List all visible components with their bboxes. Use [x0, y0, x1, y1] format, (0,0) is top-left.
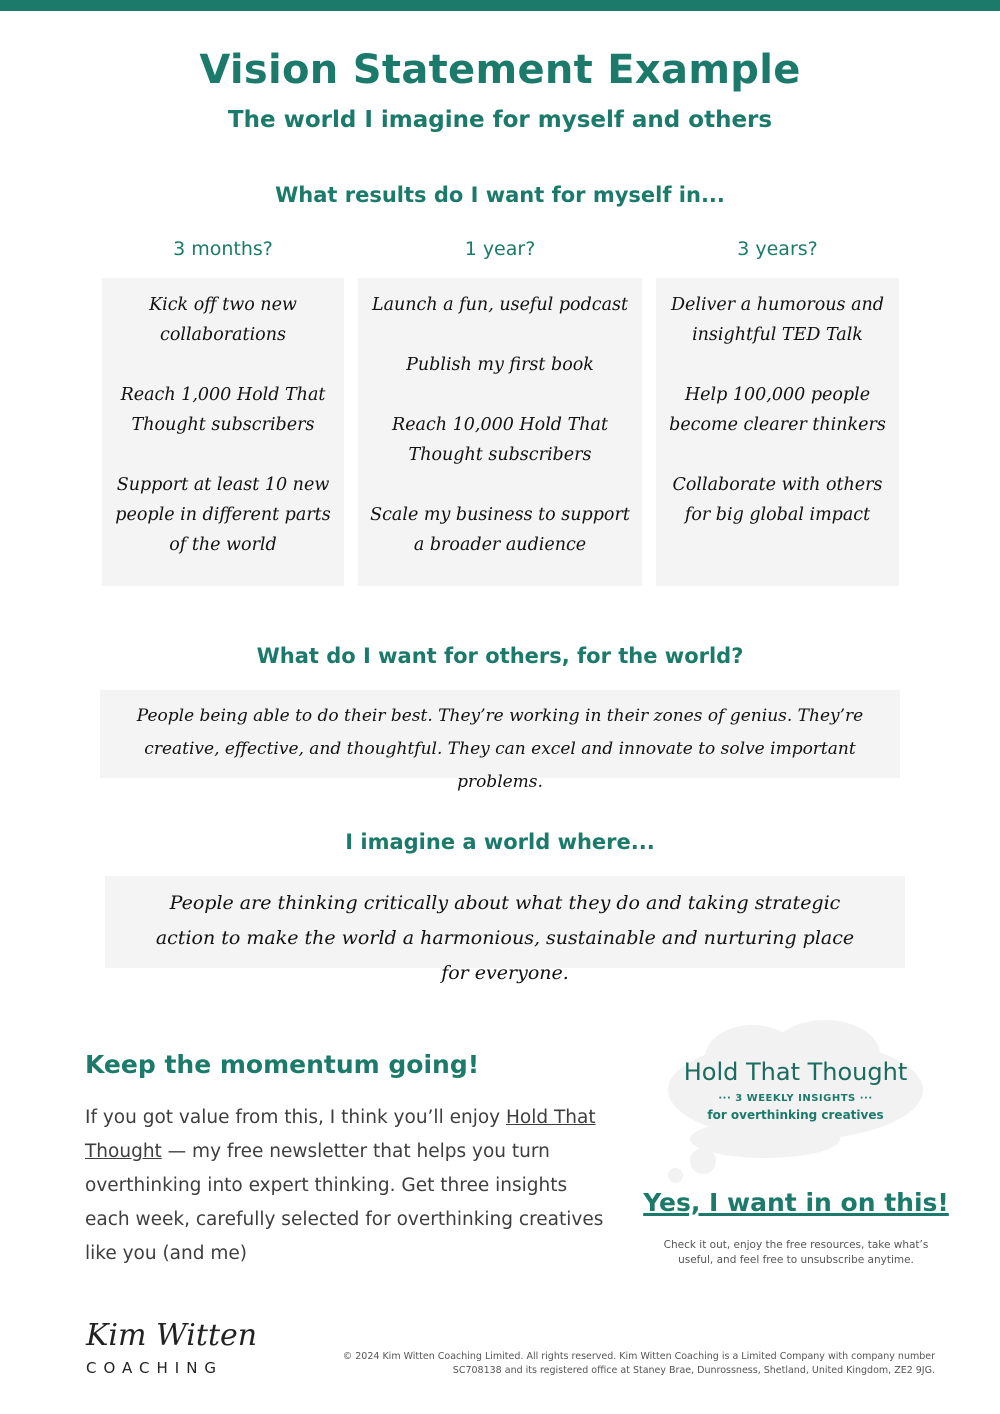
- cta-note: Check it out, enjoy the free resources, take what’s useful, and feel free to unsubscribe anytime.: [663, 1239, 929, 1266]
- promo-heading: Keep the momentum going!: [85, 1050, 480, 1079]
- goal-item: Launch a fun, useful podcast: [371, 295, 629, 315]
- column-heading-3-months: 3 months?: [173, 238, 273, 260]
- goal-item: Help 100,000 people become clearer thinkers: [669, 385, 886, 435]
- page-title: Vision Statement Example: [199, 47, 801, 93]
- footer-legal: © 2024 Kim Witten Coaching Limited. All rights reserved. Kim Witten Coaching is a Limited Company with company number SC708138 and its registered office at Staney Brae, Dunrossness, Shetland, United Kingdom, ZE2 9JG.: [342, 1351, 935, 1376]
- newsletter-subtitle: for overthinking creatives: [707, 1108, 884, 1122]
- goal-item: Kick off two new collaborations: [149, 295, 297, 345]
- column-heading-3-years: 3 years?: [737, 238, 818, 260]
- newsletter-tagline: ··· 3 WEEKLY INSIGHTS ···: [718, 1093, 873, 1104]
- others-text: People being able to do their best. They’re working in their zones of genius. They’re creative, effective, and thoughtful. They can excel and innovate to solve important problems.: [136, 706, 864, 792]
- promo-text-before: If you got value from this, I think you’ll enjoy: [85, 1107, 506, 1128]
- goal-item: Collaborate with others for big global impact: [672, 475, 883, 525]
- top-accent-bar: [0, 0, 1000, 11]
- others-heading: What do I want for others, for the world?: [256, 644, 744, 668]
- signup-cta-link[interactable]: Yes, I want in on this!: [643, 1188, 949, 1217]
- goal-item: Publish my first book: [406, 355, 594, 375]
- imagine-box: [105, 876, 905, 984]
- goal-item: Deliver a humorous and insightful TED Talk: [670, 295, 885, 345]
- imagine-heading: I imagine a world where...: [345, 830, 655, 854]
- newsletter-link[interactable]: Hold That Thought: [85, 1107, 596, 1162]
- column-box-3-months: [102, 278, 344, 586]
- goal-item: Reach 1,000 Hold That Thought subscribers: [120, 385, 326, 435]
- column-heading-1-year: 1 year?: [464, 238, 536, 260]
- goal-item: Support at least 10 new people in different parts of the world: [115, 475, 331, 555]
- column-box-3-years: [656, 278, 899, 586]
- promo-paragraph: [85, 1101, 605, 1271]
- logo-name: Kim Witten: [86, 1318, 258, 1353]
- page-title-wrap: [0, 47, 1000, 93]
- results-heading: What results do I want for myself in...: [275, 183, 725, 207]
- newsletter-title: Hold That Thought: [683, 1058, 908, 1086]
- goal-item: Scale my business to support a broader audience: [370, 505, 630, 555]
- logo-subtitle: COACHING: [86, 1359, 224, 1377]
- column-box-1-year: [358, 278, 642, 586]
- imagine-text: People are thinking critically about what they do and taking strategic action to make the world a harmonious, sustainable and nurturing place for everyone.: [155, 892, 855, 984]
- page-subtitle: The world I imagine for myself and others: [227, 107, 773, 133]
- others-box: [100, 690, 900, 792]
- promo-text-after: — my free newsletter that helps you turn overthinking into expert thinking. Get three insights each week, carefully selected for overthinking creatives like you (and me): [85, 1141, 604, 1264]
- goal-item: Reach 10,000 Hold That Thought subscribers: [392, 415, 608, 465]
